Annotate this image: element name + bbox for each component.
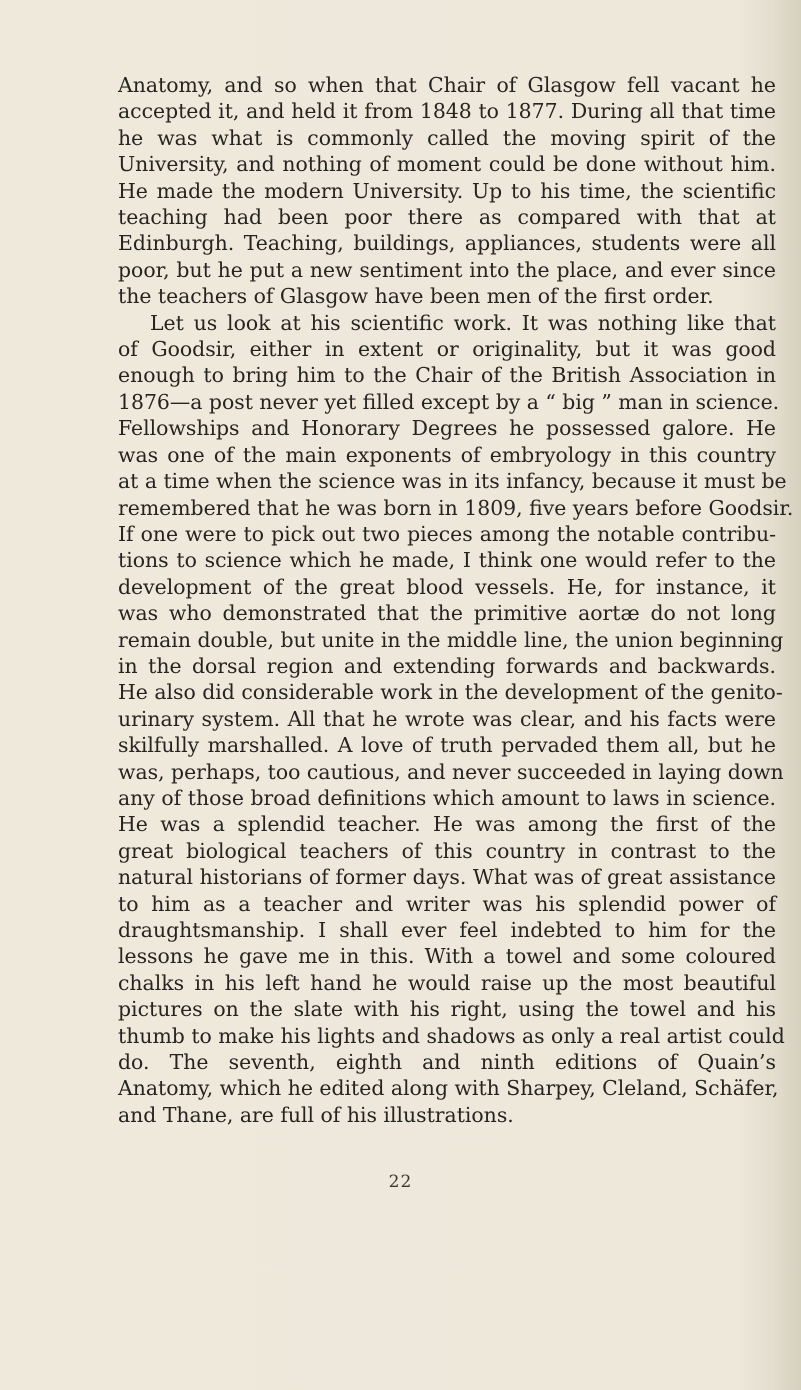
text-line: Anatomy, and so when that Chair of Glasgow fell vacant he bbox=[118, 73, 776, 97]
text-line: He was a splendid teacher. He was among the first of the bbox=[118, 812, 776, 837]
text-line: chalks in his left hand he would raise up the most beautiful bbox=[118, 970, 776, 995]
text-line: thumb to make his lights and shadows as only a real artist could bbox=[118, 1023, 785, 1048]
text-line: poor, but he put a new sentiment into the place, and ever since bbox=[118, 257, 776, 282]
text-line: he was what is commonly called the moving spirit of the bbox=[118, 125, 776, 150]
text-line: in the dorsal region and extending forwards and backwards. bbox=[118, 653, 776, 678]
text-line: skilfully marshalled. A love of truth pervaded them all, but he bbox=[118, 733, 776, 758]
text-line: and Thane, are full of his illustrations. bbox=[118, 1102, 514, 1127]
text-line: do. The seventh, eighth and ninth editions of Quain’s bbox=[118, 1050, 776, 1075]
text-line: natural historians of former days. What was of great assistance bbox=[118, 865, 776, 890]
text-line: Anatomy, which he edited along with Sharpey, Cleland, Schäfer, bbox=[118, 1076, 779, 1101]
text-line: Edinburgh. Teaching, buildings, appliances, students were all bbox=[118, 231, 776, 256]
page-number: 22 bbox=[388, 1172, 413, 1192]
text-line: remembered that he was born in 1809, five years before Goodsir. bbox=[118, 495, 794, 520]
text-line: to him as a teacher and writer was his splendid power of bbox=[118, 891, 776, 916]
text-line: draughtsmanship. I shall ever feel indebted to him for the bbox=[118, 918, 776, 942]
text-line: great biological teachers of this country in contrast to the bbox=[118, 838, 776, 863]
text-line: any of those broad definitions which amount to laws in science. bbox=[118, 785, 776, 810]
text-line: development of the great blood vessels. He, for instance, it bbox=[118, 574, 776, 599]
text-line: was, perhaps, too cautious, and never succeeded in laying down bbox=[118, 759, 784, 784]
text-line: He made the modern University. Up to his time, the scientific bbox=[118, 178, 776, 203]
text-line: pictures on the slate with his right, using the towel and his bbox=[118, 997, 776, 1022]
text-line: was one of the main exponents of embryology in this country bbox=[118, 442, 776, 467]
text-line: lessons he gave me in this. With a towel and some coloured bbox=[118, 944, 776, 969]
text-line: 1876—a post never yet filled except by a “ big ” man in science. bbox=[118, 389, 780, 414]
text-line: He also did considerable work in the development of the genito- bbox=[118, 680, 783, 705]
text-line: If one were to pick out two pieces among the notable contribu- bbox=[118, 521, 776, 546]
body-text bbox=[118, 72, 794, 1128]
text-line: of Goodsir, either in extent or originality, but it was good bbox=[118, 337, 776, 362]
text-line: teaching had been poor there as compared with that at bbox=[118, 205, 776, 230]
text-line: enough to bring him to the Chair of the British Association in bbox=[118, 363, 776, 388]
text-line: was who demonstrated that the primitive aortæ do not long bbox=[118, 601, 776, 626]
text-line: tions to science which he made, I think one would refer to the bbox=[118, 548, 776, 573]
text-line: the teachers of Glasgow have been men of the first order. bbox=[118, 284, 714, 309]
paragraph-start-line: Let us look at his scientific work. It was nothing like that bbox=[150, 310, 776, 335]
text-line: accepted it, and held it from 1848 to 1877. During all that time bbox=[118, 99, 776, 124]
text-line: remain double, but unite in the middle line, the union beginning bbox=[118, 627, 784, 652]
text-line: University, and nothing of moment could be done without him. bbox=[118, 152, 776, 177]
text-line: at a time when the science was in its infancy, because it must be bbox=[118, 469, 787, 494]
text-line: urinary system. All that he wrote was clear, and his facts were bbox=[118, 706, 776, 731]
text-line: Fellowships and Honorary Degrees he possessed galore. He bbox=[118, 416, 776, 441]
